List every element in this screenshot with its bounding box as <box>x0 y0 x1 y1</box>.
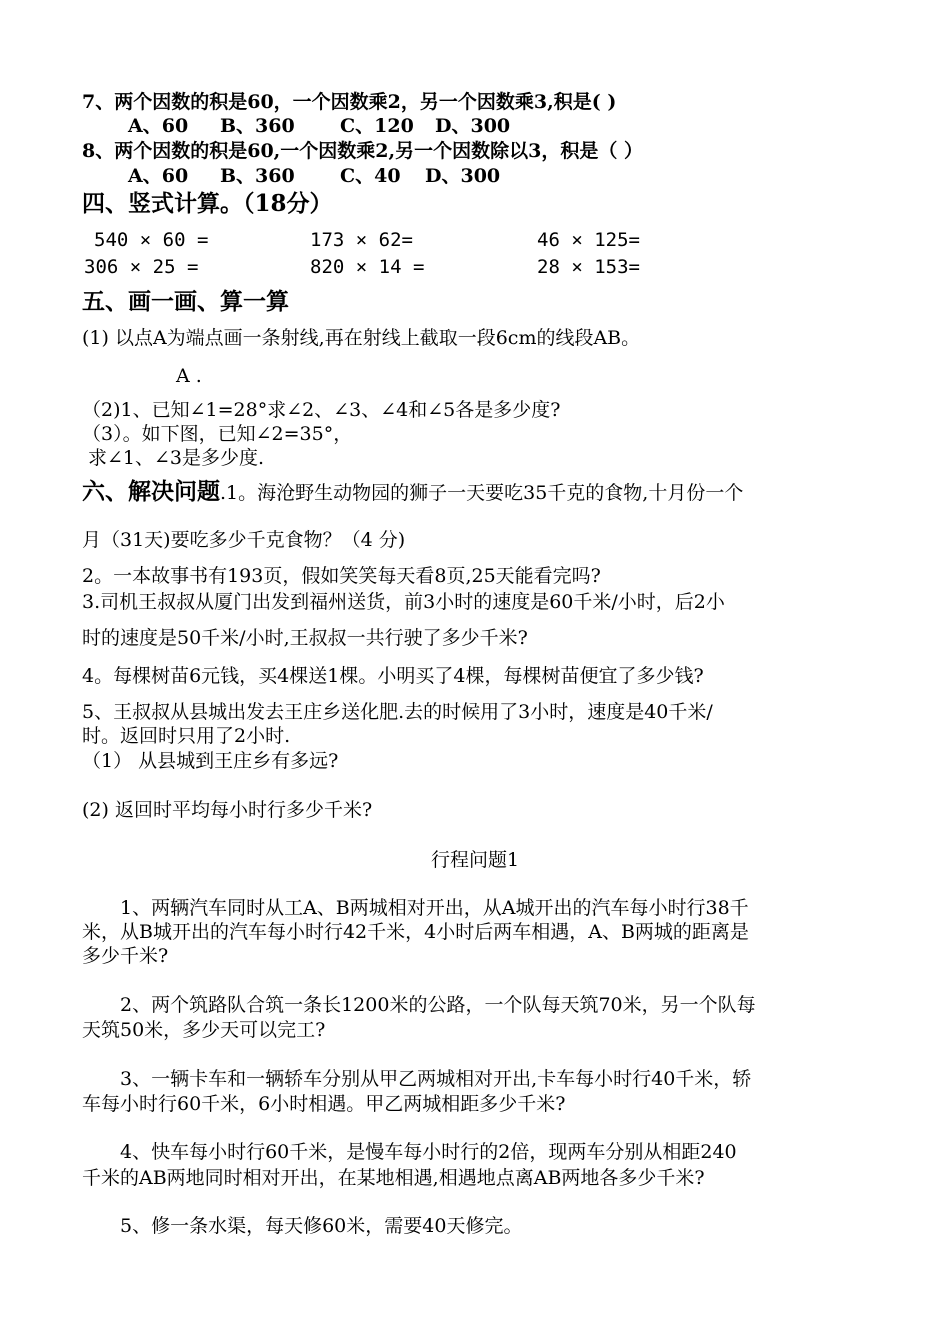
problem-1-line2: 月（31天)要吃多少千克食物？（4 分) <box>82 529 406 551</box>
travel-problems-title: 行程问题1 <box>430 849 520 871</box>
question-7-stem: 7、两个因数的积是60，一个因数乘2，另一个因数乘3,积是( ) <box>82 91 617 113</box>
question-7-option-a: A、60 <box>128 115 189 137</box>
travel-2-line2: 天筑50米，多少天可以完工? <box>82 1019 326 1041</box>
section-6-heading: 六、解决问题 <box>82 478 220 505</box>
calc-3: 46 × 125= <box>537 229 640 251</box>
section-6-first-line <box>82 478 743 506</box>
question-8-stem: 8、两个因数的积是60,一个因数乘2,另一个因数除以3，积是（ ） <box>82 140 643 162</box>
travel-2-line1: 2、两个筑路队合筑一条长1200米的公路，一个队每天筑70米，另一个队每 <box>120 994 756 1016</box>
problem-2: 2。一本故事书有193页，假如笑笑每天看8页,25天能看完吗? <box>82 565 601 587</box>
calc-2: 173 × 62= <box>310 229 413 251</box>
problem-5-part1: （1） 从县城到王庄乡有多远? <box>82 750 339 772</box>
problem-5-line2: 时。返回时只用了2小时. <box>82 725 291 747</box>
question-7-option-c: C、120 <box>340 115 414 137</box>
section-5-heading: 五、画一画、算一算 <box>82 288 289 315</box>
draw-task-1: (1) 以点A为端点画一条射线,再在射线上截取一段6cm的线段AB。 <box>82 327 641 349</box>
question-8-option-d: D、300 <box>425 165 501 187</box>
angle-task-3-line1: （3）。如下图，已知∠2=35°， <box>82 423 353 445</box>
problem-3-line1: 3.司机王叔叔从厦门出发到福州送货，前3小时的速度是60千米/小时，后2小 <box>82 591 725 613</box>
travel-4-line1: 4、快车每小时行60千米，是慢车每小时行的2倍，现两车分别从相距240 <box>120 1141 737 1163</box>
travel-3-line2: 车每小时行60千米，6小时相遇。甲乙两城相距多少千米? <box>82 1093 566 1115</box>
problem-4: 4。每棵树苗6元钱，买4棵送1棵。小明买了4棵，每棵树苗便宜了多少钱? <box>82 665 704 687</box>
section-4-heading: 四、竖式计算。（18分） <box>82 190 333 217</box>
problem-5-part2: (2) 返回时平均每小时行多少千米? <box>82 799 373 821</box>
travel-1-line3: 多少千米? <box>82 945 169 967</box>
calc-1: 540 × 60 = <box>94 229 209 251</box>
travel-5: 5、修一条水渠，每天修60米，需要40天修完。 <box>120 1215 523 1237</box>
point-a-label: A . <box>176 365 202 387</box>
calc-6: 28 × 153= <box>537 256 640 278</box>
problem-3-line2: 时的速度是50千米/小时,王叔叔一共行驶了多少千米? <box>82 627 528 649</box>
travel-1-line1: 1、两辆汽车同时从工A、B两城相对开出，从A城开出的汽车每小时行38千 <box>120 897 749 919</box>
travel-1-line2: 米，从B城开出的汽车每小时行42千米，4小时后两车相遇，A、B两城的距离是 <box>82 921 749 943</box>
calc-4: 306 × 25 = <box>84 256 199 278</box>
question-7-option-b: B、360 <box>220 115 295 137</box>
angle-task-2: （2)1、已知∠1=28°求∠2、∠3、∠4和∠5各是多少度? <box>82 399 561 421</box>
problem-5-line1: 5、王叔叔从县城出发去王庄乡送化肥.去的时候用了3小时，速度是40千米/ <box>82 701 713 723</box>
question-8-option-c: C、40 <box>340 165 401 187</box>
calc-5: 820 × 14 = <box>310 256 425 278</box>
travel-3-line1: 3、一辆卡车和一辆轿车分别从甲乙两城相对开出,卡车每小时行40千米，轿 <box>120 1068 752 1090</box>
question-7-option-d: D、300 <box>435 115 511 137</box>
question-8-option-a: A、60 <box>128 165 189 187</box>
travel-4-line2: 千米的AB两地同时相对开出，在某地相遇,相遇地点离AB两地各多少千米? <box>82 1167 705 1189</box>
question-8-option-b: B、360 <box>220 165 295 187</box>
angle-task-3-line2: 求∠1、∠3是多少度. <box>88 447 265 469</box>
problem-1-line1: .1。海沧野生动物园的狮子一天要吃35千克的食物,十月份一个 <box>220 482 744 504</box>
